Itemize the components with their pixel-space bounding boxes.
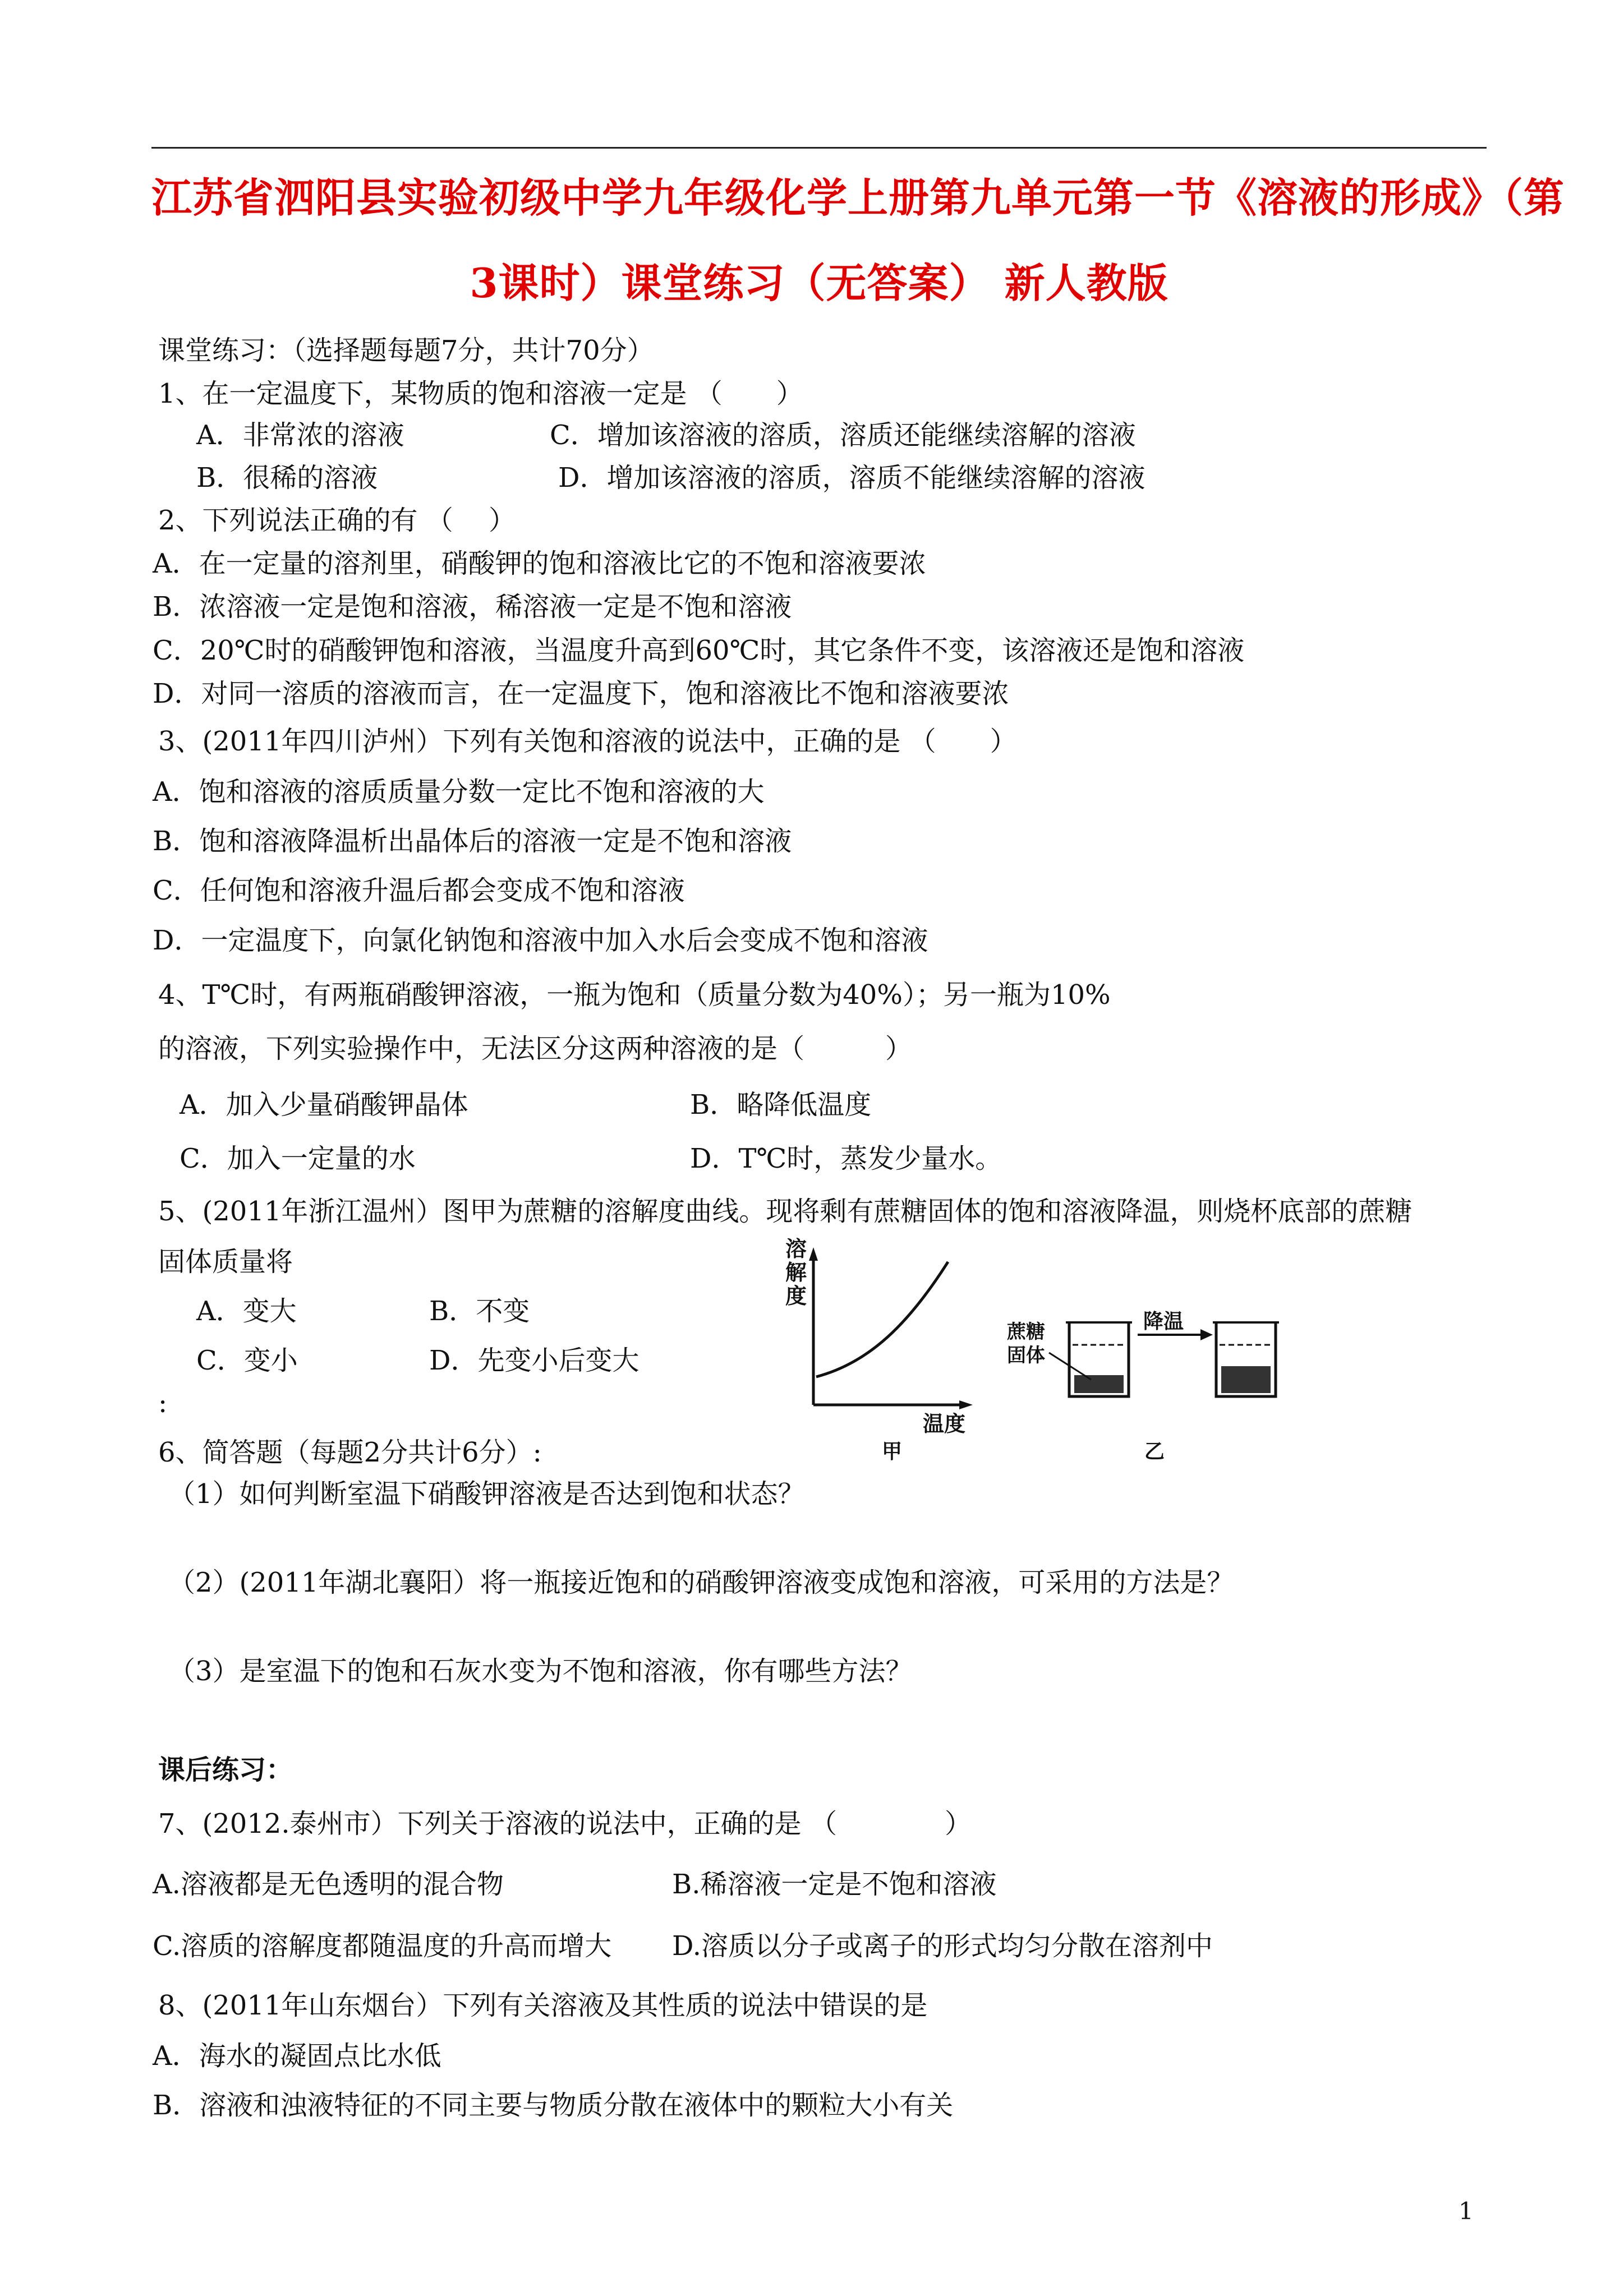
q5-option-c: C．变小 <box>196 1345 298 1376</box>
q5-option-b: B．不变 <box>429 1295 530 1327</box>
figure-y-label-3: 度 <box>785 1284 807 1308</box>
q5-stem-line-1: 5、(2011年浙江温州）图甲为蔗糖的溶解度曲线。现将剩有蔗糖固体的饱和溶液降温，则烧杯底部的蔗糖 <box>158 1196 1413 1227</box>
figure-solid-label-1: 蔗糖 <box>1007 1321 1045 1343</box>
header-rule <box>151 147 1487 149</box>
q4-option-d: D．T℃时，蒸发少量水。 <box>690 1143 1002 1174</box>
q3-stem: 3、(2011年四川泸州）下列有关饱和溶液的说法中，正确的是 （ ） <box>158 726 1017 757</box>
q2-option-a: A．在一定量的溶剂里，硝酸钾的饱和溶液比它的不饱和溶液要浓 <box>153 548 926 579</box>
q4-stem-line-2: 的溶液，下列实验操作中，无法区分这两种溶液的是（ ） <box>158 1033 913 1064</box>
section-classroom-practice: 课堂练习：（选择题每题7分，共计70分） <box>158 335 654 366</box>
q3-option-b: B．饱和溶液降温析出晶体后的溶液一定是不饱和溶液 <box>153 826 792 857</box>
q3-option-c: C．任何饱和溶液升温后都会变成不饱和溶液 <box>153 875 685 906</box>
q2-option-b: B．浓溶液一定是饱和溶液，稀溶液一定是不饱和溶液 <box>153 591 792 623</box>
q8-option-b: B．溶液和浊液特征的不同主要与物质分散在液体中的颗粒大小有关 <box>153 2090 954 2121</box>
figure-x-label: 温度 <box>923 1412 966 1436</box>
figure-solid-label-2: 固体 <box>1007 1344 1045 1367</box>
q7-option-a: A.溶液都是无色透明的混合物 <box>153 1869 504 1900</box>
q6-stem: 6、简答题（每题2分共计6分）: <box>158 1437 542 1468</box>
document-title-line-1: 江苏省泗阳县实验初级中学九年级化学上册第九单元第一节《溶液的形成》（第 <box>151 174 1565 222</box>
beaker-left-solid <box>1074 1375 1124 1393</box>
q7-option-d: D.溶质以分子或离子的形式均匀分散在溶剂中 <box>672 1930 1213 1962</box>
q7-option-c: C.溶质的溶解度都随温度的升高而增大 <box>153 1930 612 1962</box>
q5-stem-line-2: 固体质量将 <box>158 1246 293 1278</box>
q5-option-a: A．变大 <box>196 1295 297 1327</box>
cooling-arrow-head <box>1200 1329 1213 1340</box>
q6-part-2: （2）(2011年湖北襄阳）将一瓶接近饱和的硝酸钾溶液变成饱和溶液，可采用的方法是？ <box>168 1567 1234 1598</box>
q6-part-1: （1）如何判断室温下硝酸钾溶液是否达到饱和状态？ <box>168 1478 805 1510</box>
q5-option-d: D．先变小后变大 <box>429 1345 640 1376</box>
q4-option-a: A．加入少量硝酸钾晶体 <box>180 1089 468 1121</box>
figure-x-arrow <box>959 1400 973 1409</box>
q2-stem: 2、下列说法正确的有 （ ） <box>158 505 516 536</box>
q1-option-c: C．增加该溶液的溶质，溶质还能继续溶解的溶液 <box>550 419 1136 451</box>
beaker-right-solid <box>1221 1366 1271 1393</box>
q1-option-b: B．很稀的溶液 <box>196 462 378 494</box>
q8-option-a: A．海水的凝固点比水低 <box>153 2040 441 2072</box>
q6-part-3: （3）是室温下的饱和石灰水变为不饱和溶液，你有哪些方法？ <box>168 1656 913 1687</box>
figure-arrow-label: 降温 <box>1143 1310 1184 1333</box>
q1-stem: 1、在一定温度下，某物质的饱和溶液一定是 （ ） <box>158 378 803 409</box>
q4-option-c: C．加入一定量的水 <box>180 1143 416 1174</box>
q4-option-b: B．略降低温度 <box>690 1089 872 1121</box>
section-after-class-practice: 课后练习： <box>158 1754 293 1786</box>
q1-option-d: D．增加该溶液的溶质，溶质不能继续溶解的溶液 <box>558 462 1145 494</box>
q7-stem: 7、(2012.泰州市）下列关于溶液的说法中，正确的是 （ ） <box>158 1808 972 1839</box>
figure-y-label-1: 溶 <box>785 1237 807 1261</box>
q4-stem-line-1: 4、T℃时，有两瓶硝酸钾溶液，一瓶为饱和（质量分数为40%）；另一瓶为10% <box>158 979 1111 1011</box>
q5-colon: : <box>158 1387 168 1419</box>
q1-option-a: A．非常浓的溶液 <box>196 419 404 451</box>
q2-option-d: D．对同一溶质的溶液而言，在一定温度下，饱和溶液比不饱和溶液要浓 <box>153 678 1009 709</box>
q8-stem: 8、(2011年山东烟台）下列有关溶液及其性质的说法中错误的是 <box>158 1990 928 2021</box>
figure-label-jia: 甲 <box>882 1440 903 1463</box>
q3-option-a: A．饱和溶液的溶质质量分数一定比不饱和溶液的大 <box>153 776 765 808</box>
figure-y-arrow <box>809 1247 818 1261</box>
solubility-curve <box>816 1262 948 1377</box>
page-number: 1 <box>1459 2197 1474 2225</box>
q3-option-d: D．一定温度下，向氯化钠饱和溶液中加入水后会变成不饱和溶液 <box>153 925 928 956</box>
q7-option-b: B.稀溶液一定是不饱和溶液 <box>672 1869 997 1900</box>
figure-label-yi: 乙 <box>1144 1440 1165 1463</box>
q2-option-c: C．20℃时的硝酸钾饱和溶液，当温度升高到60℃时，其它条件不变，该溶液还是饱和溶液 <box>153 635 1245 666</box>
document-title-line-2: 3课时）课堂练习（无答案） 新人教版 <box>470 259 1168 307</box>
solubility-figure <box>763 1228 1296 1475</box>
figure-y-label-2: 解 <box>785 1260 807 1285</box>
